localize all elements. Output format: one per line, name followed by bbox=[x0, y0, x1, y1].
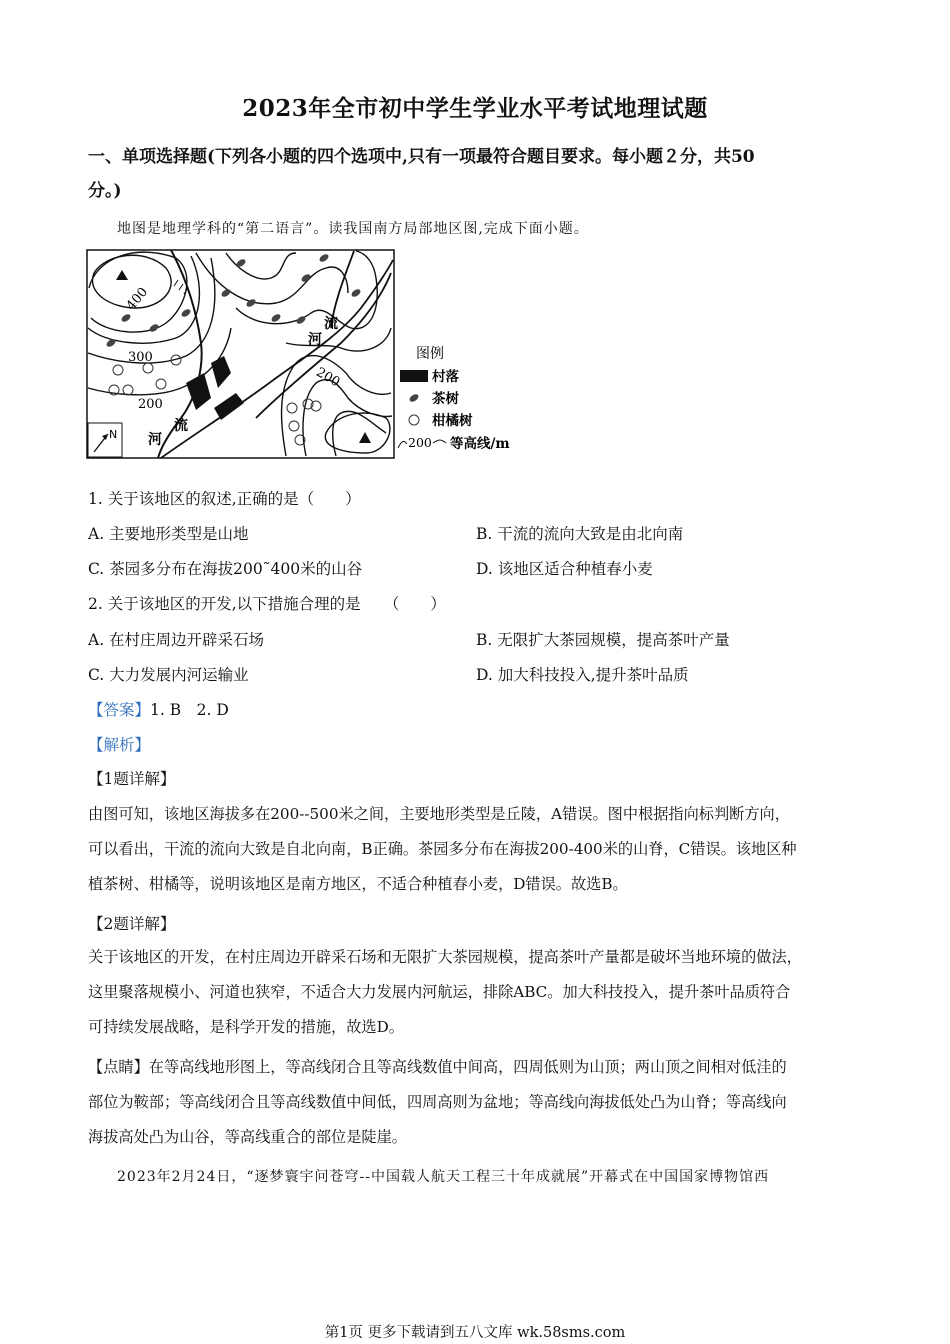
answer-line bbox=[88, 698, 229, 720]
q1-option-c: C. 茶园多分布在海拔200˜400米的山谷 bbox=[88, 560, 363, 578]
tea-leaf-icon bbox=[408, 393, 420, 404]
next-question-intro: 2023年2月24日，“逐梦寰宇问苍穹--中国载人航天工程三十年成就展”开幕式在中国国家博物馆西 bbox=[117, 1169, 770, 1185]
question-2-stem: 2. 关于该地区的开发,以下措施合理的是 （ ） bbox=[88, 595, 446, 613]
section-heading-line1: 一、单项选择题(下列各小题的四个选项中,只有一项最符合题目要求。每小题２分，共50 bbox=[88, 147, 755, 167]
contour-line bbox=[282, 356, 391, 456]
question-1-stem: 1. 关于该地区的叙述,正确的是（ ） bbox=[88, 490, 361, 508]
tip-line: 海拔高处凸为山谷，等高线重合的部位是陡崖。 bbox=[88, 1128, 407, 1146]
legend-orange-label: 柑橘树 bbox=[432, 413, 473, 429]
q2-option-c: C. 大力发展内河运输业 bbox=[88, 666, 249, 684]
detail-2-line: 可持续发展战略，是科学开发的措施，故选D。 bbox=[88, 1018, 404, 1036]
detail-2-body bbox=[88, 940, 868, 1045]
village-block bbox=[211, 356, 231, 388]
legend-village-swatch bbox=[400, 370, 428, 382]
river-label: 河 bbox=[308, 332, 322, 348]
contour-label: 400 bbox=[123, 284, 152, 314]
contour-line bbox=[88, 258, 215, 363]
page-title: 2023年全市初中学生学业水平考试地理试题 bbox=[242, 95, 708, 122]
q2-option-b: B. 无限扩大茶园规模，提高茶叶产量 bbox=[476, 631, 730, 649]
contour-label: 300 bbox=[128, 350, 153, 365]
question-intro: 地图是地理学科的“第二语言”。读我国南方局部地区图,完成下面小题。 bbox=[117, 221, 589, 237]
detail-2-line: 这里聚落规模小、河道也狭窄，不适合大力发展内河航运，排除ABC。加大科技投入，提升茶叶品质符合 bbox=[88, 983, 791, 1001]
detail-1-heading: 【1题详解】 bbox=[88, 770, 176, 788]
village-block bbox=[214, 393, 244, 420]
legend-contour-value: 200 bbox=[408, 435, 432, 450]
section-heading-line2: 分。) bbox=[88, 181, 122, 201]
contour-symbol-icon bbox=[398, 441, 407, 448]
tip-line: 部位为鞍部；等高线闭合且等高线数值中间低，四周高则为盆地；等高线向海拔低处凸为山脊；等高线向 bbox=[88, 1093, 787, 1111]
answer-text: 1. B 2. D bbox=[150, 701, 229, 719]
peak-triangle bbox=[116, 270, 128, 280]
legend-village-label: 村落 bbox=[432, 369, 459, 385]
contour-line bbox=[226, 253, 296, 279]
legend-title: 图例 bbox=[416, 346, 444, 362]
detail-1-body bbox=[88, 797, 868, 902]
q1-option-b: B. 干流的流向大致是由北向南 bbox=[476, 525, 684, 543]
contour-map bbox=[86, 248, 526, 463]
q2-option-a: A. 在村庄周边开辟采石场 bbox=[88, 631, 265, 649]
q1-option-d: D. 该地区适合种植春小麦 bbox=[476, 560, 653, 578]
river-label: 河 bbox=[148, 432, 162, 448]
q1-option-a: A. 主要地形类型是山地 bbox=[88, 525, 249, 543]
tip-line-text: 在等高线地形图上，等高线闭合且等高线数值中间高，四周低则为山顶；两山顶之间相对低洼的 bbox=[148, 1058, 787, 1076]
q2-option-d: D. 加大科技投入,提升茶叶品质 bbox=[476, 666, 689, 684]
detail-1-line: 可以看出，干流的流向大致是自北向南，B正确。茶园多分布在海拔200-400米的山脊，C错误。该地区种 bbox=[88, 840, 797, 858]
orange-tree-icon bbox=[409, 415, 419, 425]
contour-label: 200 bbox=[138, 397, 163, 412]
contour-label: 200 bbox=[313, 364, 343, 391]
tip-tag: 【点睛】 bbox=[88, 1058, 149, 1076]
contour-line bbox=[303, 380, 392, 456]
detail-1-line: 植茶树、柑橘等，说明该地区是南方地区，不适合种植春小麦，D错误。故选B。 bbox=[88, 875, 628, 893]
detail-2-line: 关于该地区的开发，在村庄周边开辟采石场和无限扩大茶园规模，提高茶叶产量都是破坏当地环境的做法， bbox=[88, 948, 802, 966]
page-footer: 第1页 更多下载请到五八文库 wk.58sms.com bbox=[324, 1325, 626, 1341]
river-label: 流 bbox=[174, 418, 188, 434]
detail-1-line: 由图可知，该地区海拔多在200--500米之间，主要地形类型是丘陵，A错误。图中根据指向标判断方向， bbox=[88, 805, 790, 823]
north-label: N bbox=[109, 428, 118, 441]
section-heading bbox=[88, 140, 868, 208]
legend-tea-label: 茶树 bbox=[432, 391, 459, 407]
tip-body bbox=[88, 1050, 868, 1155]
river-label: 流 bbox=[324, 316, 338, 332]
analysis-tag: 【解析】 bbox=[88, 736, 151, 754]
legend-contour-label: 等高线/m bbox=[450, 436, 510, 452]
detail-2-heading: 【2题详解】 bbox=[88, 915, 176, 933]
peak-triangle bbox=[359, 432, 371, 443]
tip-line bbox=[88, 1050, 868, 1085]
answer-tag: 【答案】 bbox=[88, 701, 151, 719]
contour-line bbox=[88, 328, 231, 395]
